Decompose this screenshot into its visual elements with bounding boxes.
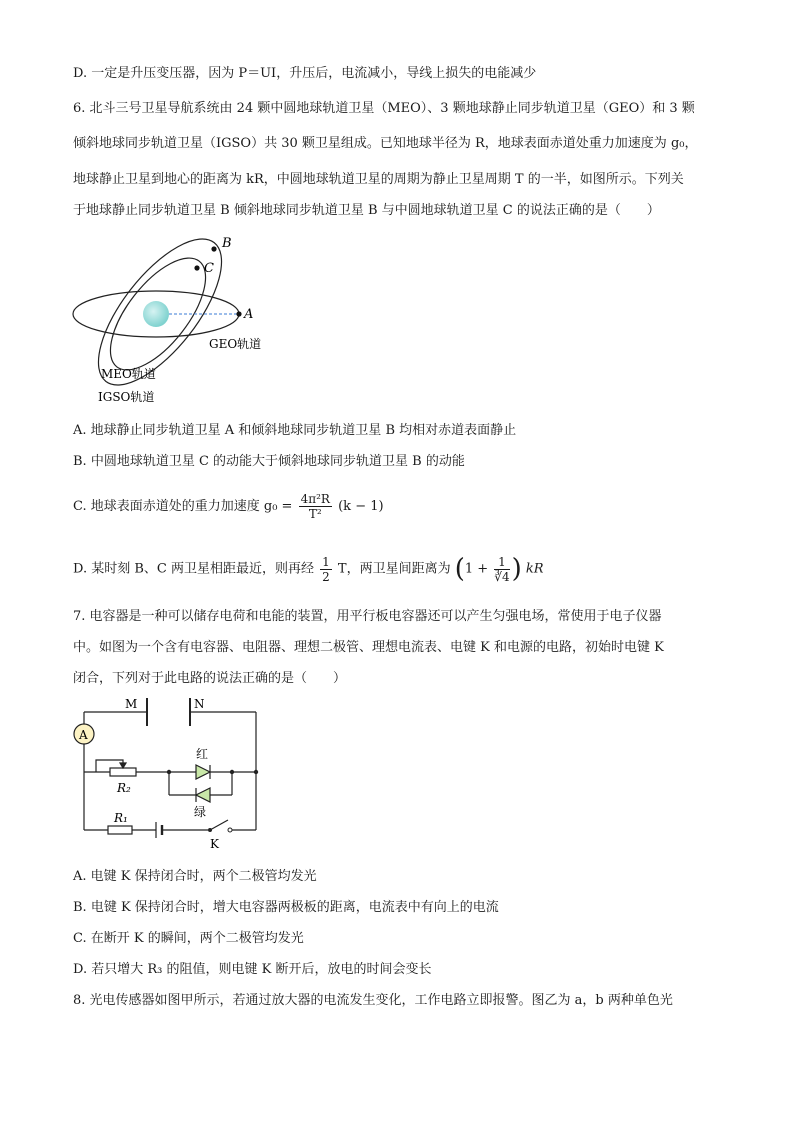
- satellite-b: [211, 246, 216, 251]
- q6-stem-line-1: 6. 北斗三号卫星导航系统由 24 颗中圆地球轨道卫星（MEO）、3 颗地球静止同步轨道卫星（GEO）和 3 颗: [73, 101, 695, 116]
- q6-option-d-time-denominator: 2: [322, 569, 330, 584]
- q6-option-d-mid: T，两卫星间距离为: [337, 561, 451, 577]
- q6-option-d-prefix: D. 某时刻 B、C 两卫星相距最近，则再经: [73, 561, 314, 577]
- satellite-a: [236, 311, 241, 316]
- ammeter-label: A: [79, 728, 88, 742]
- q6-option-d-inner-fraction: [494, 555, 509, 584]
- q8-stem-line-1: 8. 光电传感器如图甲所示，若通过放大器的电流发生变化，工作电路立即报警。图乙为 a，b 两种单色光: [73, 993, 673, 1008]
- q6-option-c-fraction: [299, 492, 332, 521]
- r2-label: R₂: [117, 781, 131, 795]
- r1-label: R₁: [114, 811, 128, 825]
- q6-stem-line-2: 倾斜地球同步轨道卫星（IGSO）共 30 颗卫星组成。已知地球半径为 R，地球表面赤道处重力加速度为 g₀，: [73, 136, 698, 151]
- q6-option-d-inner-numerator: 1: [494, 555, 509, 570]
- q7-stem-line-2: 中。如图为一个含有电容器、电阻器、理想二极管、理想电流表、电键 K 和电源的电路，初始时电键 K: [73, 640, 664, 655]
- q6-stem-line-3: 地球静止卫星到地心的距离为 kR，中圆地球轨道卫星的周期为静止卫星周期 T 的一半，如图所示。下列关: [73, 172, 684, 187]
- q7-option-d: D. 若只增大 R₃ 的阻值，则电键 K 断开后，放电的时间会变长: [73, 962, 432, 977]
- label-c: C: [204, 261, 214, 276]
- q6-option-d: D. 某时刻 B、C 两卫星相距最近，则再经 $\frac{1}{2}$ T，两卫星间距离为 (1 + $\frac{1}{∛4}$ ) kR: [73, 554, 544, 584]
- green-diode-label: 绿: [194, 805, 207, 819]
- label-meo-orbit: MEO轨道: [101, 367, 156, 381]
- q6-option-c-denominator: T²: [308, 507, 322, 521]
- q6-option-c: [73, 490, 384, 524]
- q6-stem-line-4: 于地球静止同步轨道卫星 B 倾斜地球同步轨道卫星 B 与中圆地球轨道卫星 C 的说法正确的是（ ）: [73, 203, 660, 218]
- plate-n-label: N: [194, 697, 205, 711]
- q7-stem-line-1: 7. 电容器是一种可以储存电荷和电能的装置，用平行板电容器还可以产生匀强电场，常使用于电子仪器: [73, 609, 662, 624]
- red-diode-label: 红: [196, 747, 209, 761]
- q5-option-d: D. 一定是升压变压器，因为 P＝UI，升压后，电流减小，导线上损失的电能减少: [73, 66, 537, 81]
- q6-option-d-inner-one: 1 +: [464, 561, 489, 577]
- earth: [143, 301, 169, 327]
- q7-option-a: A. 电键 K 保持闭合时，两个二极管均发光: [73, 869, 317, 884]
- q6-option-d-inner-denominator: ∛4: [494, 569, 510, 584]
- q6-option-d-time-fraction: [320, 555, 332, 584]
- circuit-diagram: [70, 694, 270, 854]
- q7-stem-line-3: 闭合，下列对于此电路的说法正确的是（ ）: [73, 671, 347, 686]
- q6-option-c-suffix: (k − 1): [338, 499, 384, 514]
- q7-option-b: B. 电键 K 保持闭合时，增大电容器两极板的距离，电流表中有向上的电流: [73, 900, 499, 915]
- q6-option-d-time-numerator: 1: [322, 554, 330, 569]
- plate-m-label: M: [125, 697, 138, 711]
- label-igso-orbit: IGSO轨道: [98, 390, 155, 404]
- q6-option-c-numerator: 4π²R: [300, 492, 330, 506]
- label-b: B: [222, 236, 232, 251]
- q6-option-c-prefix: C. 地球表面赤道处的重力加速度 g₀ =: [73, 499, 293, 514]
- orbit-diagram: [68, 232, 278, 410]
- q6-option-d-suffix: kR: [525, 561, 544, 577]
- label-a: A: [244, 307, 254, 322]
- q6-option-b: B. 中圆地球轨道卫星 C 的动能大于倾斜地球同步轨道卫星 B 的动能: [73, 454, 465, 469]
- satellite-c: [194, 265, 199, 270]
- switch-k-label: K: [210, 837, 219, 851]
- q6-option-a: A. 地球静止同步轨道卫星 A 和倾斜地球同步轨道卫星 B 均相对赤道表面静止: [73, 423, 517, 438]
- label-geo-orbit: GEO轨道: [209, 337, 262, 351]
- q7-option-c: C. 在断开 K 的瞬间，两个二极管均发光: [73, 931, 304, 946]
